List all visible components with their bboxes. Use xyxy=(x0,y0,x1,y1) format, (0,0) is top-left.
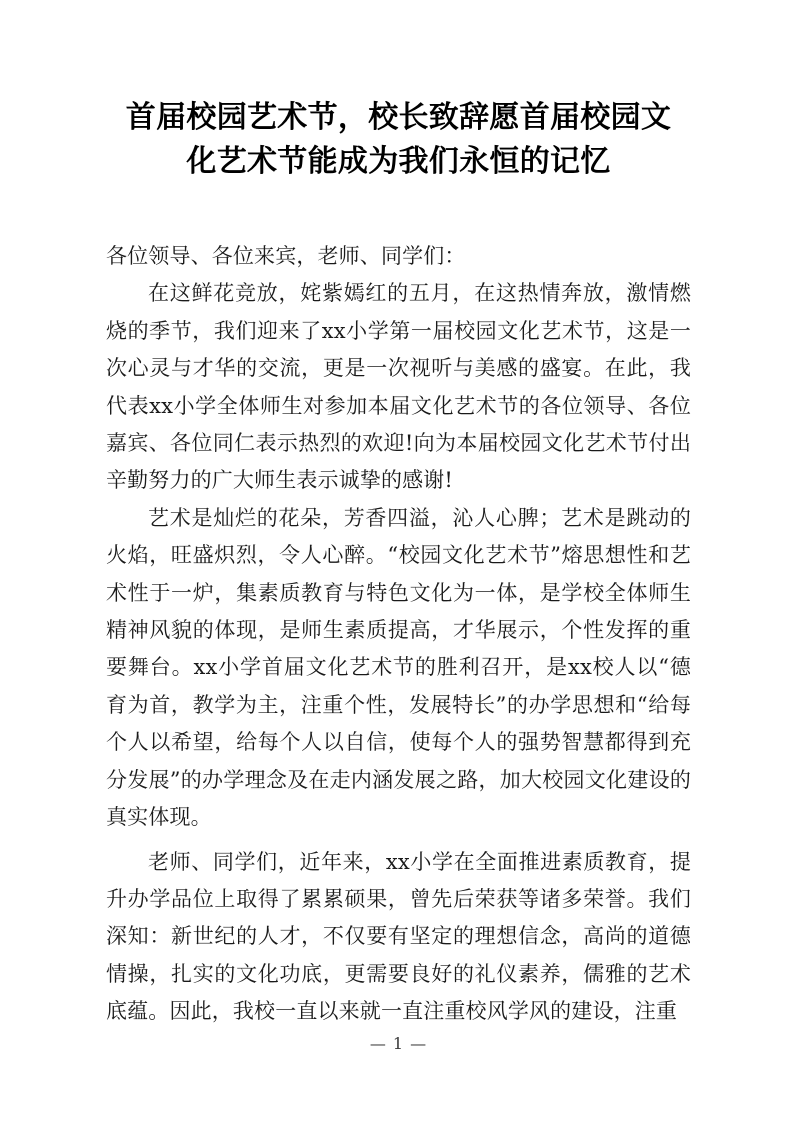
body-paragraph-3: 老师、同学们，近年来，xx小学在全面推进素质教育，提升办学品位上取得了累累硕果，曾先后荣获等诸多荣誉。我们深知：新世纪的人才，不仅要有坚定的理想信念，高尚的道德情操，扎实的文化功底，更需要良好的礼仪素养，儒雅的艺术底蕴。因此，我校一直以来就一直注重校风学风的建设，注重 xyxy=(106,849,691,1024)
salutation: 各位领导、各位来宾，老师、同学们： xyxy=(106,244,466,268)
document-content xyxy=(106,96,691,1031)
page-title xyxy=(106,96,691,184)
title-line-2: 化艺术节能成为我们永恒的记忆 xyxy=(186,144,611,179)
body-paragraph-2: 艺术是灿烂的花朵，芳香四溢，沁人心脾；艺术是跳动的火焰，旺盛炽烈，令人心醉。“校园文化艺术节”熔思想性和艺术性于一炉，集素质教育与特色文化为一体，是学校全体师生精神风貌的体现，是师生素质提高，才华展示，个性发挥的重要舞台。xx小学首届文化艺术节的胜利召开，是xx校人以“德育为首，教学为主，注重个性，发展特长”的办学思想和“给每个人以希望，给每个人以自信，使每个人的强势智慧都得到充分发展”的办学理念及在走内涵发展之路，加大校园文化建设的真实体现。 xyxy=(106,505,691,830)
title-spacer xyxy=(106,184,691,238)
body-paragraph-1: 在这鲜花竞放，姹紫嫣红的五月，在这热情奔放，激情燃烧的季节，我们迎来了xx小学第一届校园文化艺术节，这是一次心灵与才华的交流，更是一次视听与美感的盛宴。在此，我代表xx小学全体师生对参加本届文化艺术节的各位领导、各位嘉宾、各位同仁表示热烈的欢迎!向为本届校园文化艺术节付出辛勤努力的广大师生表示诚挚的感谢! xyxy=(106,281,691,493)
page-footer: — 1 — xyxy=(369,1034,428,1053)
title-line-1: 首届校园艺术节，校长致辞愿首届校园文 xyxy=(125,100,672,135)
